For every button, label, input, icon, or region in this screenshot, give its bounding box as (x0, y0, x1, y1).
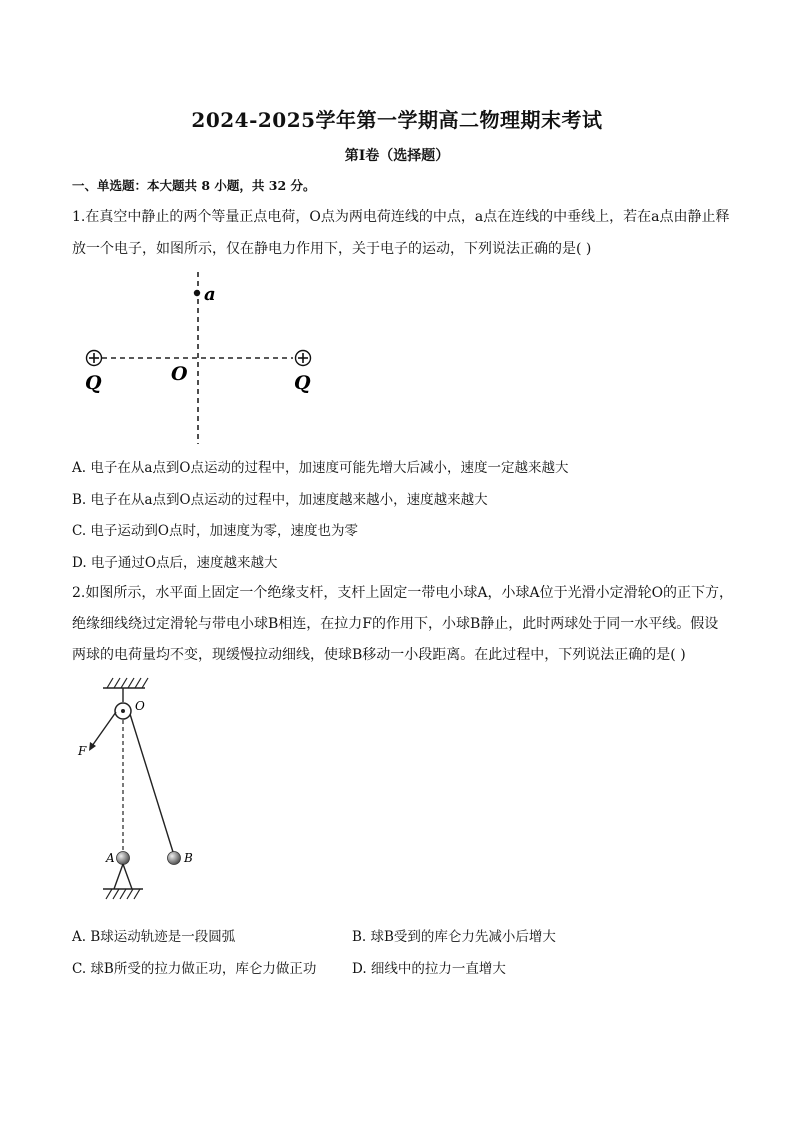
section-heading: 一、单选题：本大题共 8 小题，共 32 分。 (72, 178, 316, 193)
exam-title: 2024-2025学年第一学期高二物理期末考试 (191, 108, 603, 132)
q1-stem-line1: 1.在真空中静止的两个等量正点电荷，O点为两电荷连线的中点，a点在连线的中垂线上，若在a点由静止释 (72, 209, 730, 225)
q1-option-b: B. 电子在从a点到O点运动的过程中，加速度越来越小，速度越来越大 (72, 492, 488, 508)
q2-option-d: D. 细线中的拉力一直增大 (352, 961, 506, 977)
label-o: O (135, 699, 145, 713)
q2-stem-line2: 绝缘细线绕过定滑轮与带电小球B相连，在拉力F的作用下，小球B静止，此时两球处于同一水平线。假设 (72, 616, 719, 632)
ball-a (117, 852, 130, 865)
q2-option-c: C. 球B所受的拉力做正功，库仑力做正功 (72, 961, 317, 977)
label-q-left: Q (85, 372, 102, 394)
point-a-dot (194, 290, 200, 296)
part-title: 第I卷（选择题） (344, 148, 450, 164)
q1-option-a: A. 电子在从a点到O点运动的过程中，加速度可能先增大后减小，速度一定越来越大 (72, 460, 569, 476)
q1-stem-line2: 放一个电子，如图所示，仅在静电力作用下，关于电子的运动，下列说法正确的是( ) (72, 241, 592, 257)
q2-option-b: B. 球B受到的库仑力先减小后增大 (352, 929, 556, 945)
q1-figure (80, 268, 330, 448)
q2-stem-line1: 2.如图所示，水平面上固定一个绝缘支杆，支杆上固定一带电小球A，小球A位于光滑小定滑轮O的正下方， (72, 585, 734, 601)
q1-option-d: D. 电子通过O点后，速度越来越大 (72, 555, 278, 571)
label-a: a (204, 284, 216, 305)
label-b: B (184, 851, 193, 865)
q2-stem-line3: 两球的电荷量均不变，现缓慢拉动细线，使球B移动一小段距离。在此过程中，下列说法正确的是( ) (72, 647, 686, 663)
label-o: O (171, 363, 188, 385)
q2-figure (70, 674, 220, 910)
label-q-right: Q (294, 372, 311, 394)
string-pulled (92, 712, 116, 746)
force-arrow (89, 742, 96, 751)
ball-b (168, 852, 181, 865)
q1-option-c: C. 电子运动到O点时，加速度为零，速度也为零 (72, 523, 358, 539)
label-a: A (106, 851, 115, 865)
string-to-b (130, 714, 173, 852)
label-f: F (78, 744, 87, 758)
q2-option-a: A. B球运动轨迹是一段圆弧 (72, 929, 236, 945)
